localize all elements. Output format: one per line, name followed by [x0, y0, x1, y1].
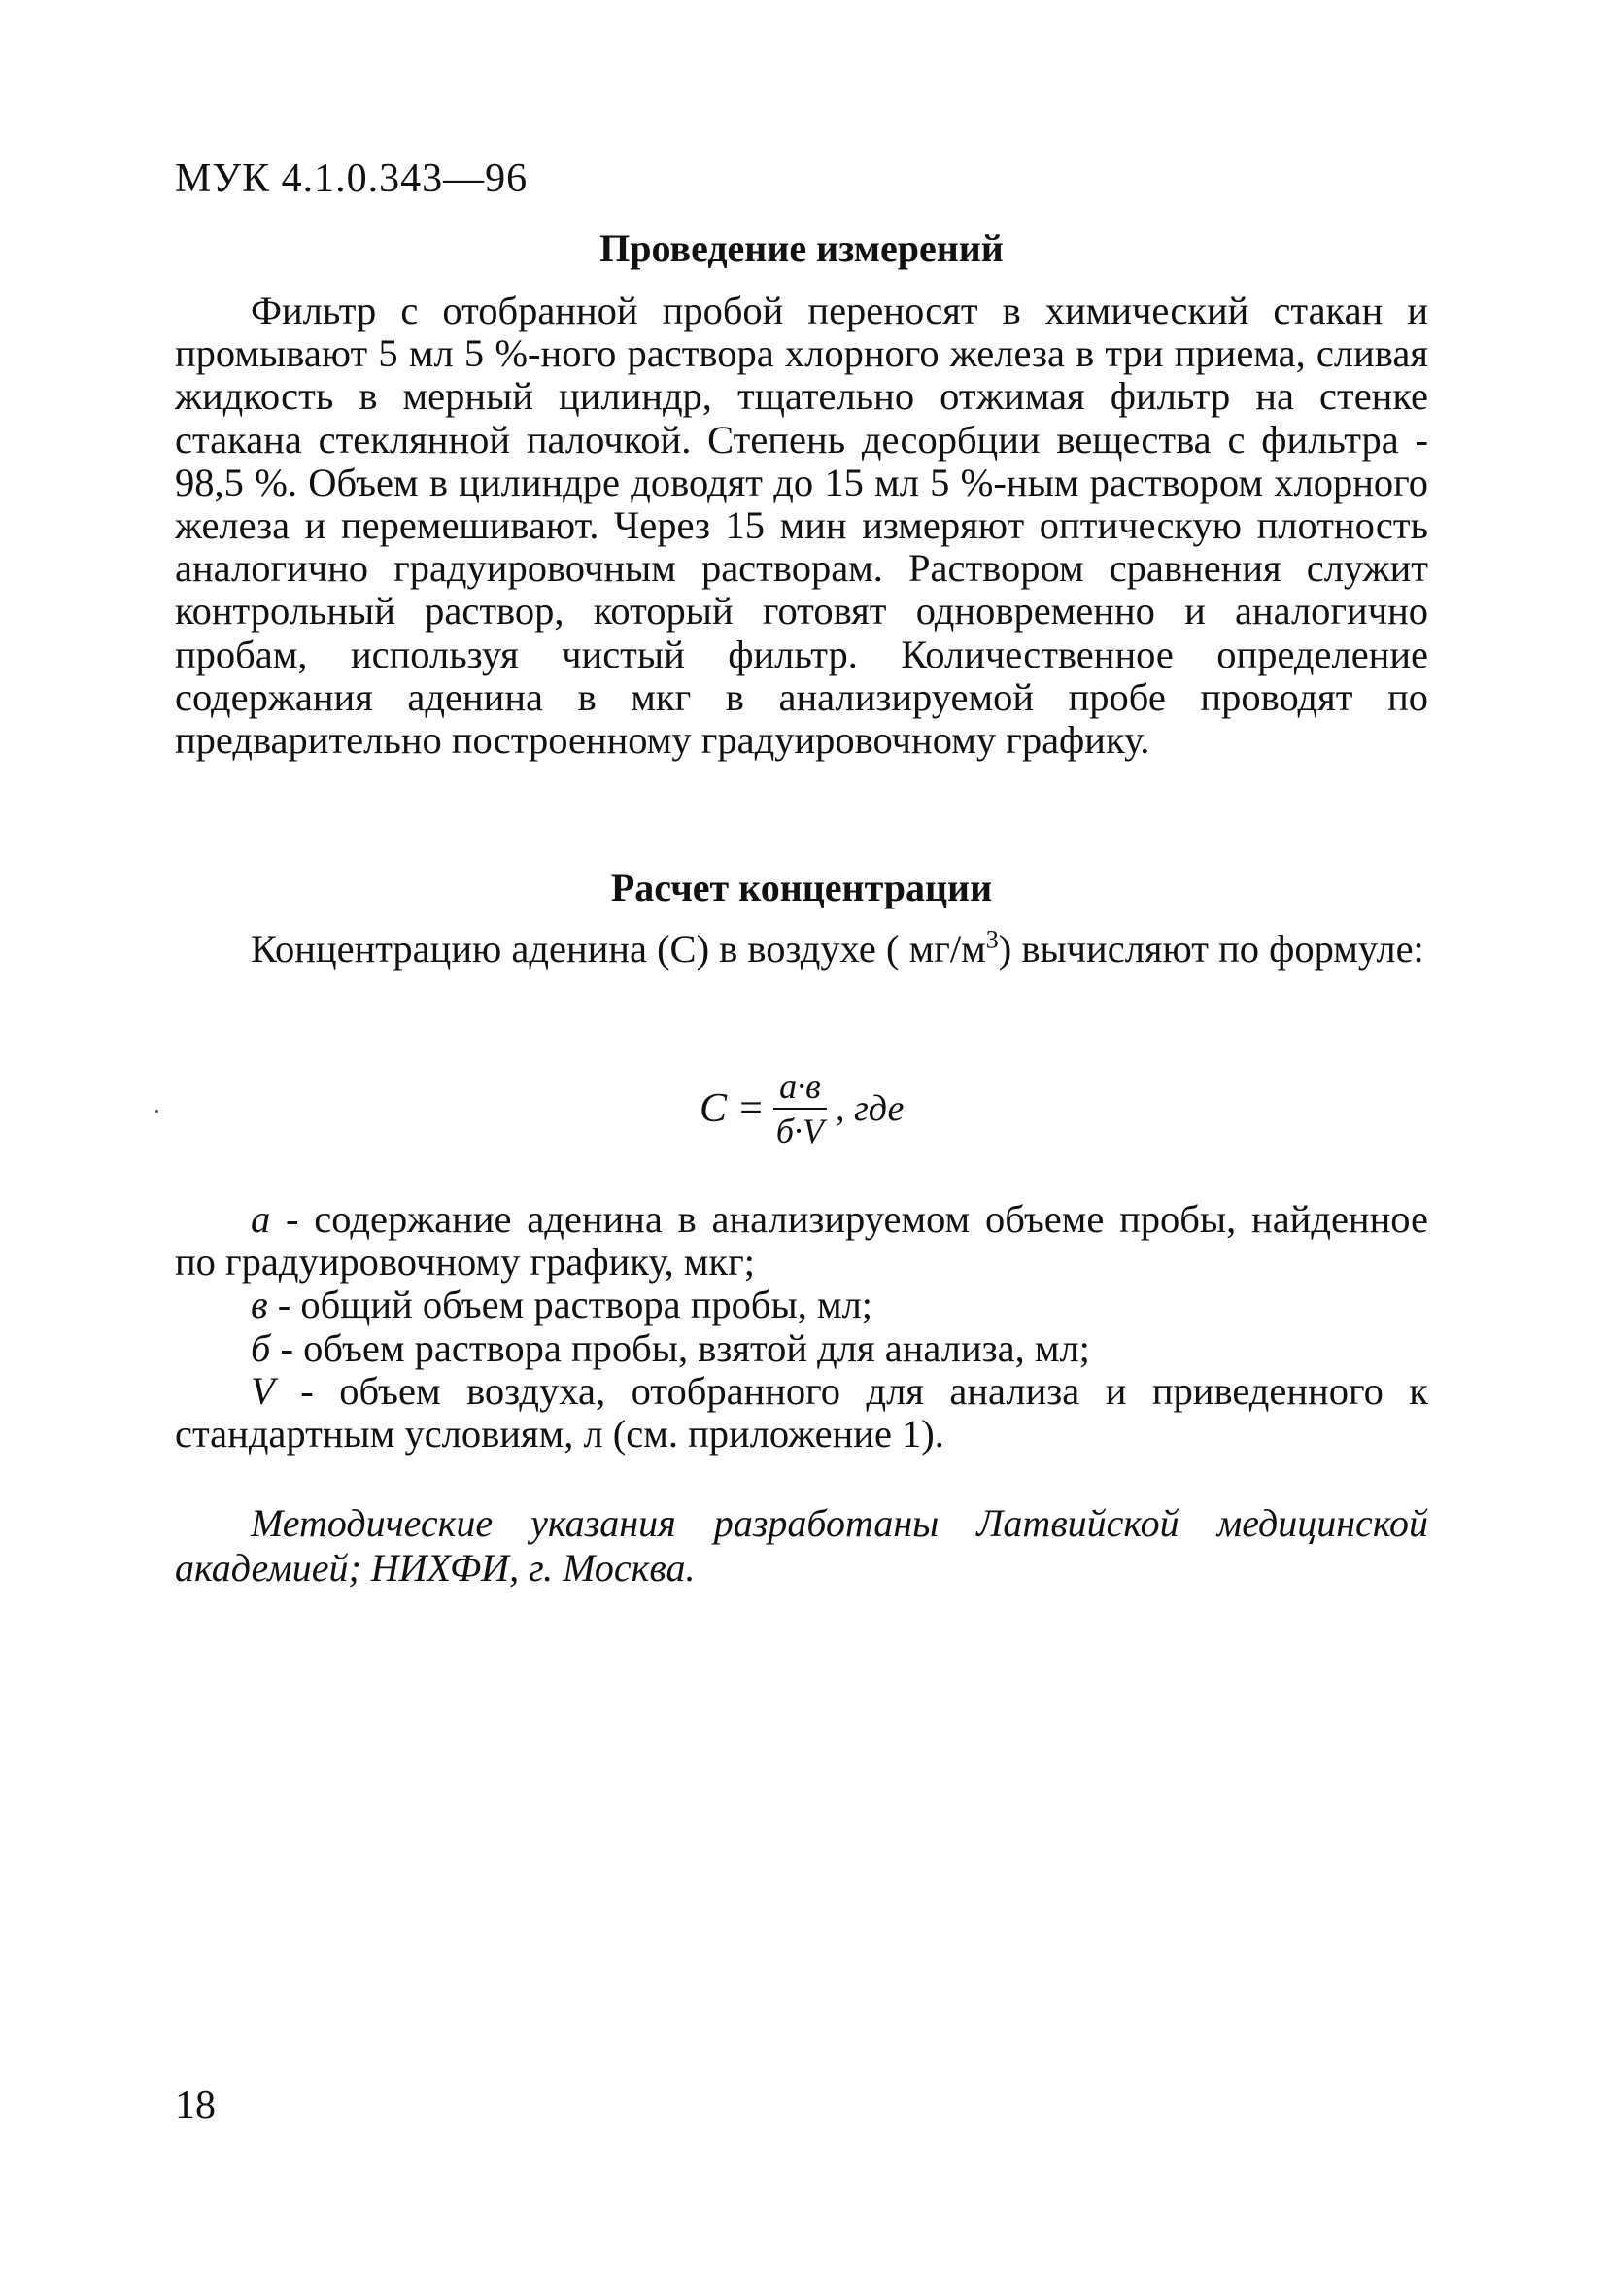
measurement-paragraph — [175, 290, 1428, 762]
definition-text: - объем раствора пробы, взятой для анализа, мл; — [270, 1325, 1090, 1370]
formula-intro-part2: ) вычисляют по формуле: — [998, 927, 1424, 971]
definition-item — [175, 1284, 1428, 1326]
page-number: 18 — [175, 2083, 216, 2128]
formula-fraction — [770, 1067, 830, 1150]
document-code: МУК 4.1.0.343—96 — [175, 156, 529, 201]
definition-variable: а — [251, 1197, 271, 1241]
formula-denominator: б·V — [775, 1112, 824, 1150]
definition-variable: б — [251, 1325, 271, 1370]
definition-item — [175, 1370, 1428, 1456]
scan-speck — [155, 1110, 158, 1113]
variable-definitions — [175, 1198, 1428, 1456]
formula-intro-part1: Концентрацию аденина (С) в воздухе ( мг/м — [251, 927, 986, 971]
unit-exponent: 3 — [985, 925, 999, 954]
section-heading-measurement: Проведение измерений — [599, 226, 1004, 270]
definition-text: - общий объем раствора пробы, мл; — [267, 1283, 873, 1327]
concentration-formula — [700, 1067, 904, 1150]
measurement-text: Фильтр с отобранной пробой переносят в химический стакан и промывают 5 мл 5 %-ного раствора хлорного железа в три приема, сливая жидкость в мерный цилиндр, тщательно отжимая фильтр на стенке стакана стеклянной палочкой. Степень десорбции вещества с фильтра - 98,5 %. Объем в цилиндре доводят до 15 мл 5 %-ным раствором хлорного железа и перемешивают. Через 15 мин измеряют оптическую плотность аналогично градуировочным растворам. Раствором сравнения служит контрольный раствор, который готовят одновременно и аналогично пробам, используя чистый фильтр. Количественное определение содержания аденина в мкг в анализируемой пробе проводят по предварительно построенному градуировочному графику. — [175, 289, 1428, 763]
formula-lhs: C = — [700, 1086, 765, 1131]
definition-text: - содержание аденина в анализируемом объеме пробы, найденное по градуировочному графику, мкг; — [175, 1197, 1428, 1285]
formula-suffix: , где — [835, 1088, 905, 1129]
definition-text: - объем воздуха, отобранного для анализа и приведенного к стандартным условиям, л (см. приложение 1). — [175, 1368, 1428, 1456]
formula-numerator: а·в — [773, 1067, 827, 1110]
definition-variable: V — [251, 1368, 275, 1413]
credits-text: Методические указания разработаны Латвийской медицинской академией; НИХФИ, г. Москва. — [175, 1501, 1428, 1590]
definition-variable: в — [251, 1283, 268, 1327]
definition-item — [175, 1327, 1428, 1370]
formula-intro-text — [175, 925, 1428, 971]
definition-item — [175, 1198, 1428, 1284]
formula-intro-paragraph — [175, 925, 1428, 971]
credits-note — [175, 1501, 1428, 1591]
section-heading-calculation: Расчет концентрации — [610, 866, 993, 909]
